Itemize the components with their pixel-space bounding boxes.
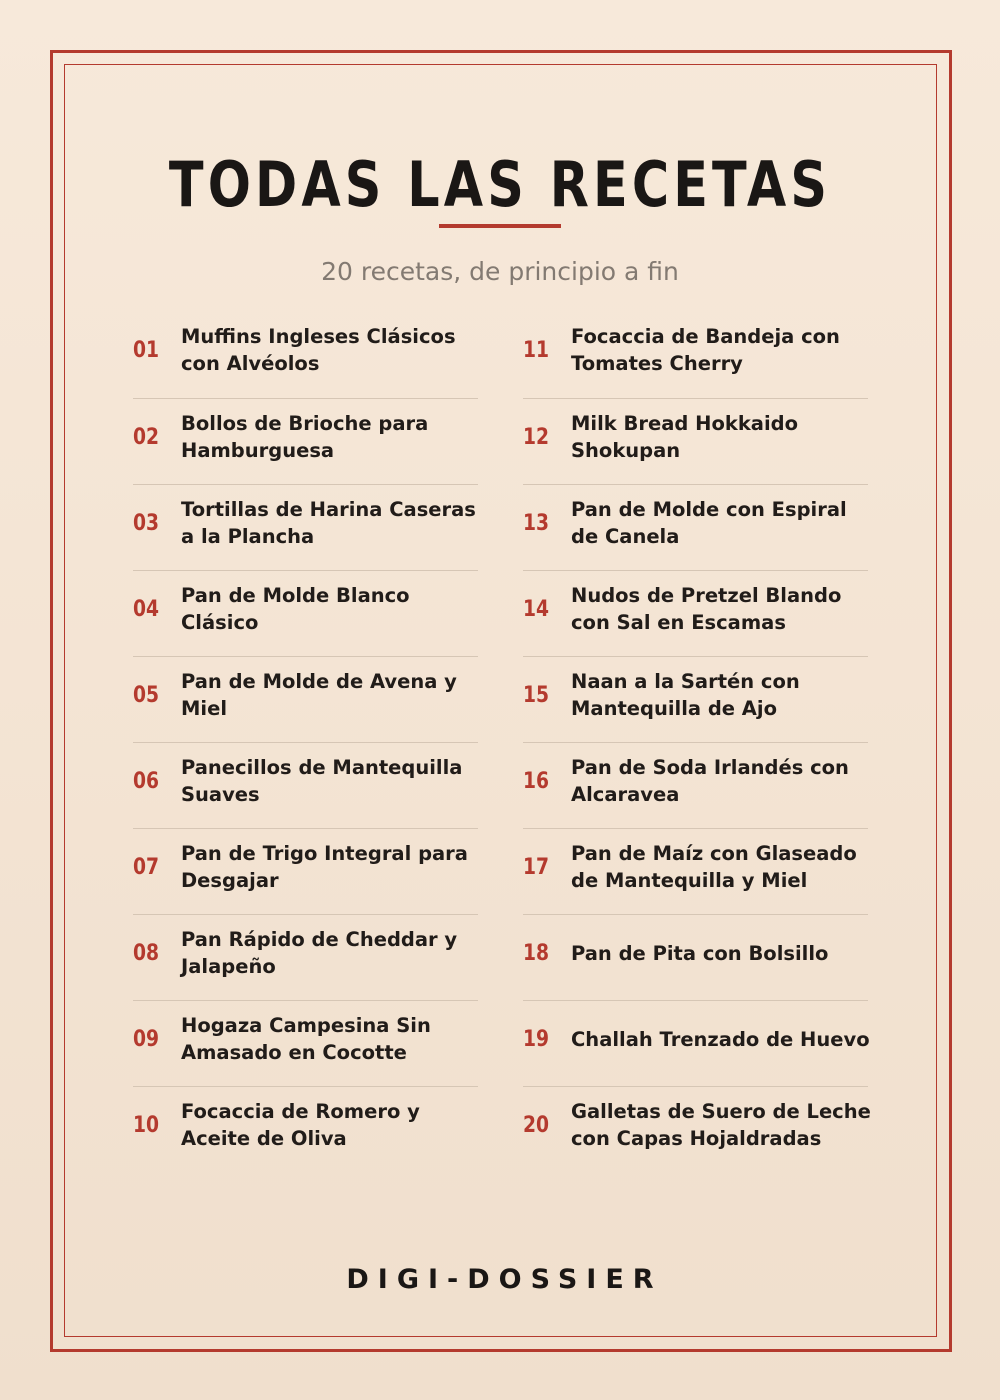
recipe-item bbox=[133, 312, 478, 398]
recipe-name: Tortillas de Harina Caseras a la Plancha bbox=[181, 498, 476, 548]
recipe-name: Focaccia de Bandeja con Tomates Cherry bbox=[571, 325, 840, 375]
recipe-item bbox=[523, 742, 868, 828]
recipe-item bbox=[523, 1000, 868, 1086]
recipe-number: 20 bbox=[523, 1112, 550, 1138]
recipe-name: Pan de Trigo Integral para Desgajar bbox=[181, 842, 468, 892]
recipe-name: Pan de Molde Blanco Clásico bbox=[181, 584, 410, 634]
recipe-number: 07 bbox=[133, 854, 160, 880]
recipe-name: Challah Trenzado de Huevo bbox=[571, 1027, 870, 1051]
recipe-name: Pan de Pita con Bolsillo bbox=[571, 941, 829, 965]
recipe-list-right bbox=[523, 312, 871, 1172]
recipe-name: Galletas de Suero de Leche con Capas Hojaldradas bbox=[571, 1100, 871, 1150]
recipe-number: 16 bbox=[523, 768, 550, 794]
recipe-number: 03 bbox=[133, 510, 160, 536]
recipe-item bbox=[133, 1000, 478, 1086]
recipe-number: 18 bbox=[523, 940, 550, 966]
recipe-item bbox=[523, 914, 868, 1000]
recipe-name: Milk Bread Hokkaido Shokupan bbox=[571, 412, 798, 462]
recipe-number: 09 bbox=[133, 1026, 160, 1052]
recipe-name: Pan Rápido de Cheddar y Jalapeño bbox=[181, 928, 458, 978]
recipe-number: 02 bbox=[133, 424, 160, 450]
recipe-item bbox=[523, 484, 868, 570]
page-subtitle: 20 recetas, de principio a fin bbox=[321, 257, 679, 286]
recipe-number: 04 bbox=[133, 596, 160, 622]
recipe-item bbox=[133, 742, 478, 828]
recipe-name: Nudos de Pretzel Blando con Sal en Escamas bbox=[571, 584, 842, 634]
recipe-number: 15 bbox=[523, 682, 550, 708]
recipe-number: 12 bbox=[523, 424, 550, 450]
recipe-item bbox=[523, 570, 868, 656]
recipe-name: Pan de Soda Irlandés con Alcaravea bbox=[571, 756, 849, 806]
brand-footer: DIGI-DOSSIER bbox=[346, 1264, 663, 1295]
recipe-name: Hogaza Campesina Sin Amasado en Cocotte bbox=[181, 1014, 431, 1064]
recipe-name: Muffins Ingleses Clásicos con Alvéolos bbox=[181, 325, 456, 375]
recipe-name: Naan a la Sartén con Mantequilla de Ajo bbox=[571, 670, 800, 720]
recipe-item bbox=[133, 398, 478, 484]
recipe-number: 19 bbox=[523, 1026, 550, 1052]
recipe-item bbox=[133, 1086, 478, 1172]
recipe-item bbox=[523, 312, 868, 398]
recipe-name: Pan de Molde de Avena y Miel bbox=[181, 670, 457, 720]
recipe-item bbox=[523, 656, 868, 742]
recipe-number: 08 bbox=[133, 940, 160, 966]
recipe-item bbox=[133, 570, 478, 656]
recipe-name: Pan de Maíz con Glaseado de Mantequilla y Miel bbox=[571, 842, 857, 892]
recipe-number: 10 bbox=[133, 1112, 160, 1138]
recipe-number: 13 bbox=[523, 510, 550, 536]
recipe-number: 11 bbox=[523, 337, 550, 363]
recipe-number: 05 bbox=[133, 682, 160, 708]
recipe-item bbox=[523, 828, 868, 914]
recipe-item bbox=[133, 656, 478, 742]
recipe-item bbox=[523, 1086, 871, 1172]
recipe-item bbox=[133, 914, 478, 1000]
recipe-item bbox=[523, 398, 868, 484]
recipe-name: Pan de Molde con Espiral de Canela bbox=[571, 498, 847, 548]
recipe-name: Panecillos de Mantequilla Suaves bbox=[181, 756, 463, 806]
recipe-number: 01 bbox=[133, 337, 160, 363]
recipe-number: 14 bbox=[523, 596, 550, 622]
recipe-name: Bollos de Brioche para Hamburguesa bbox=[181, 412, 429, 462]
recipe-number: 06 bbox=[133, 768, 160, 794]
recipe-list-left bbox=[133, 312, 478, 1172]
recipe-number: 17 bbox=[523, 854, 550, 880]
recipe-item bbox=[133, 828, 478, 914]
title-underline bbox=[439, 224, 561, 228]
page-title: TODAS LAS RECETAS bbox=[168, 148, 832, 221]
recipe-item bbox=[133, 484, 478, 570]
recipe-name: Focaccia de Romero y Aceite de Oliva bbox=[181, 1100, 420, 1150]
